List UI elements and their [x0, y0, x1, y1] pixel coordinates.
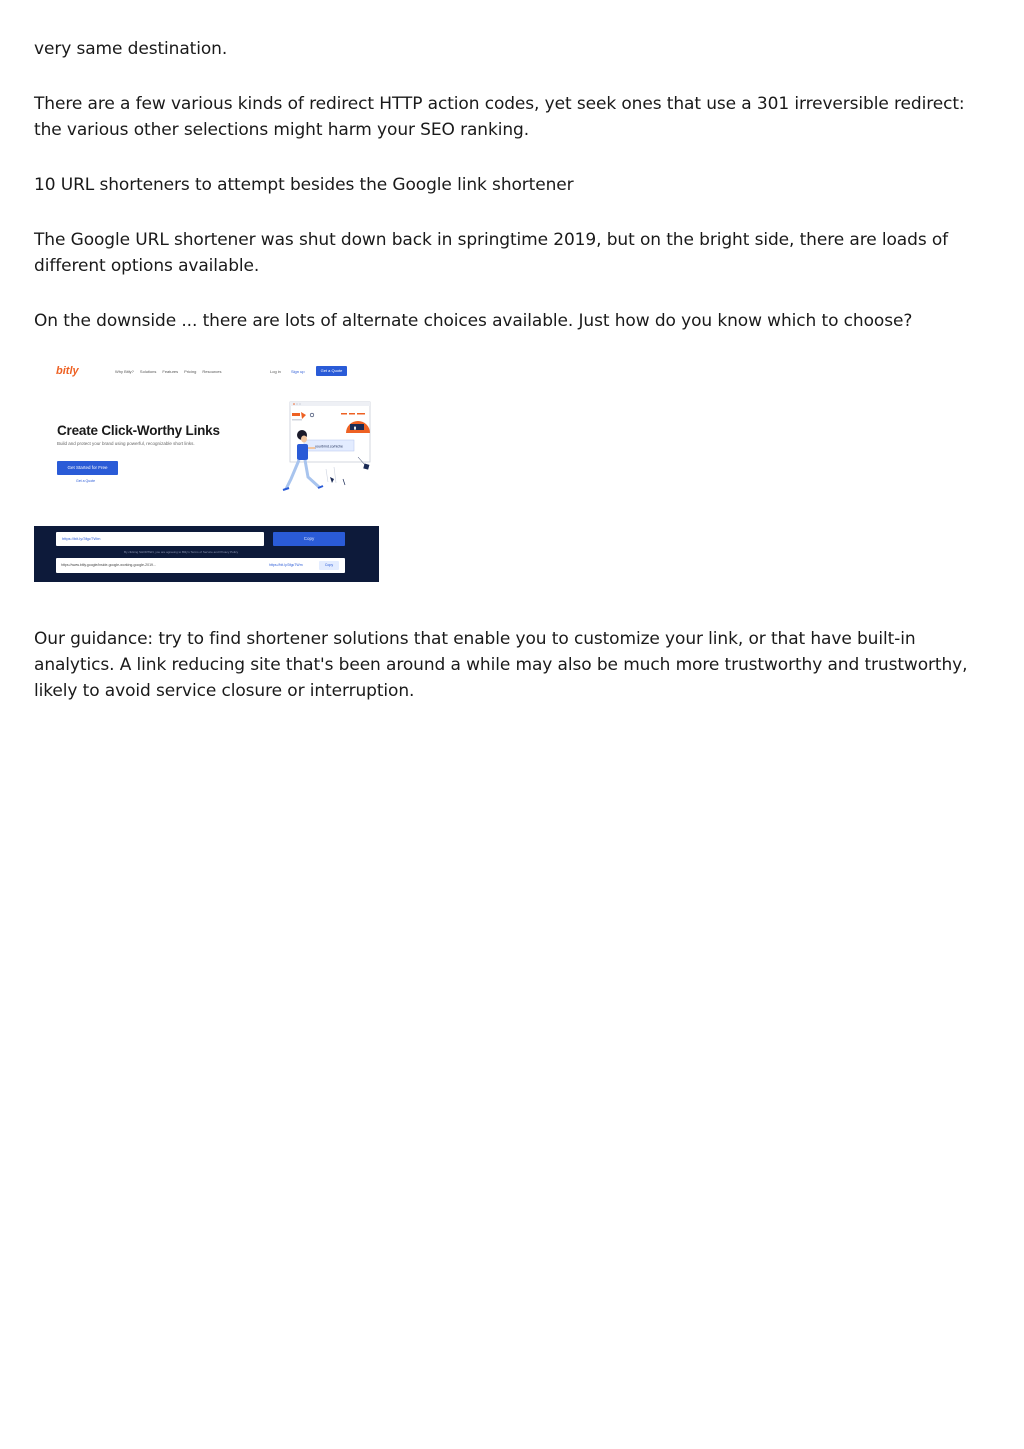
nav-link: Solutions	[139, 369, 157, 374]
paragraph: Our guidance: try to find shortener solutions that enable you to customize your link, or that have built-in analytics. A link reducing site that's been around a while may also be much more trustworthy and trustworthy, likely to avoid service closure or interruption.	[34, 629, 968, 701]
copy-button: Copy	[273, 532, 345, 546]
paragraph: very same destination.	[34, 39, 228, 59]
bitly-screenshot-image	[34, 361, 379, 587]
bitly-navbar	[34, 361, 379, 383]
art-badge-text: yourbrnd.co/niche	[315, 444, 343, 449]
result-copy-button: Copy	[319, 561, 339, 570]
paragraph: The Google URL shortener was shut down back in springtime 2019, but on the bright side, there are loads of different options available.	[34, 230, 949, 276]
quote-button: Get a Quote	[316, 366, 347, 376]
shorten-bar	[34, 526, 379, 582]
original-url: https://www.bitly.google/inside-google-working-google-2019...	[61, 563, 156, 567]
paragraph: There are a few various kinds of redirect HTTP action codes, yet seek ones that use a 301 irreversible redirect: the various other selections might harm your SEO ranking.	[34, 94, 965, 140]
login-link: Log in	[270, 369, 281, 374]
terms-text: By clicking SHORTEN, you are agreeing to Bitly's Terms of Service and Privacy Policy	[124, 550, 239, 554]
nav-link: Features	[162, 369, 179, 374]
hero-subtitle: Build and protect your brand using powerful, recognizable short links.	[57, 441, 195, 446]
shortened-url-field: https://bit.ly/3fgcTWm	[56, 532, 264, 546]
signup-link: Sign up	[291, 369, 305, 374]
result-row	[56, 558, 345, 573]
hero-illustration	[246, 399, 376, 511]
nav-link: Why Bitly?	[115, 369, 134, 374]
hero-title: Create Click-Worthy Links	[57, 423, 220, 438]
document-page	[34, 36, 994, 733]
bitly-nav-links	[115, 369, 222, 374]
quote-link: Get a Quote	[76, 479, 96, 483]
bitly-logo: bitly	[56, 365, 79, 377]
svg-text:█: █	[354, 427, 356, 430]
paragraph: On the downside ... there are lots of alternate choices available. Just how do you know which to choose?	[34, 311, 913, 331]
short-url: https://bit.ly/3fgcTWm	[269, 563, 303, 567]
nav-link: Resources	[202, 369, 222, 374]
paragraph: 10 URL shorteners to attempt besides the Google link shortener	[34, 175, 574, 195]
nav-link: Pricing	[184, 369, 197, 374]
cta-button: Get Started for Free	[57, 461, 118, 475]
